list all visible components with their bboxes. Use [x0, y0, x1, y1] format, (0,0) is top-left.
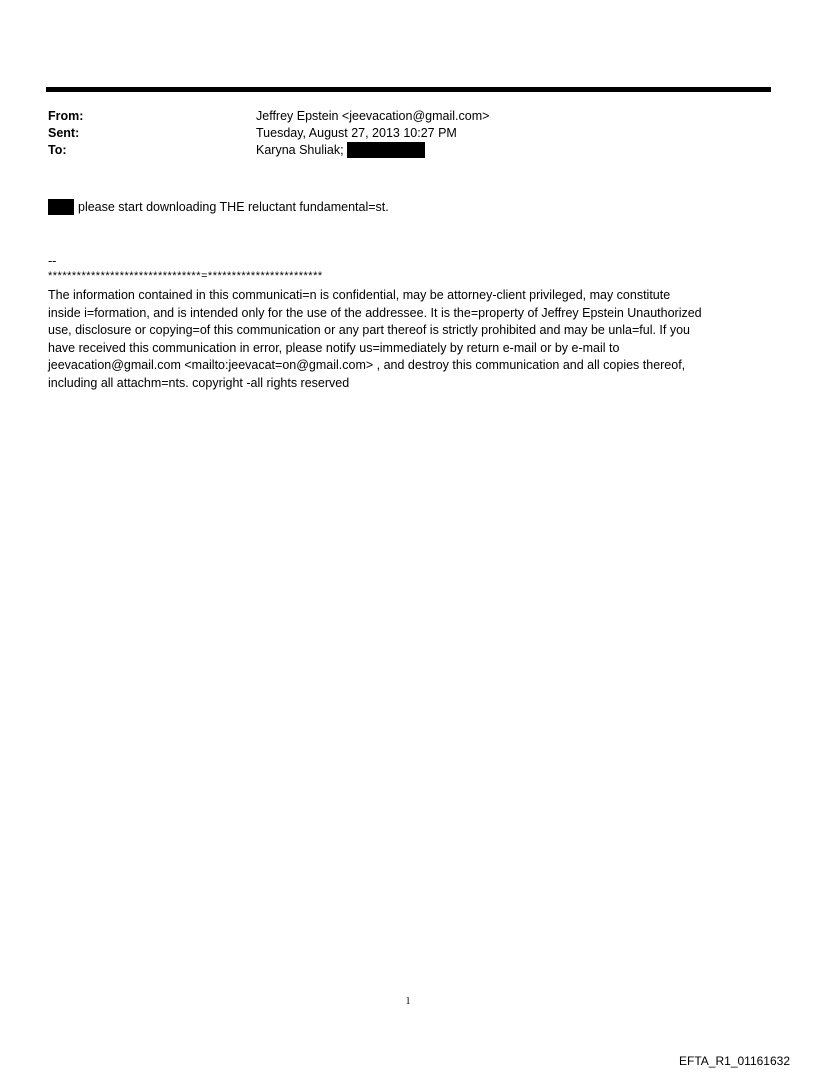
page-number: 1 — [405, 996, 411, 1007]
redaction-box — [48, 199, 74, 215]
redaction-box — [347, 142, 425, 158]
to-value-wrap — [256, 142, 768, 159]
disclaimer-line: The information contained in this communicati=n is confidential, may be attorney-client privileged, may constitute — [48, 288, 671, 302]
from-label: From: — [48, 109, 84, 123]
to-row — [48, 142, 768, 159]
sent-label: Sent: — [48, 126, 80, 140]
disclaimer-line: jeevacation@gmail.com <mailto:jeevacat=on@gmail.com> , and destroy this communication and all copies thereof, — [48, 358, 686, 373]
disclaimer-line: use, disclosure or copying=of this communication or any part thereof is strictly prohibited and may be unla=ful. If you — [48, 323, 690, 338]
confidentiality-disclaimer — [48, 287, 773, 393]
from-row — [48, 108, 768, 125]
disclaimer-line: inside i=formation, and is intended only for the use of the addressee. It is the=property of Jeffrey Epstein Unauthorized — [48, 305, 702, 320]
bates-number: EFTA_R1_01161632 — [679, 1054, 790, 1068]
message-text: please start downloading THE reluctant fundamental=st. — [78, 200, 389, 214]
sent-row — [48, 125, 768, 142]
to-value: Karyna Shuliak; — [256, 143, 344, 157]
disclaimer-line: have received this communication in error, please notify us=immediately by return e-mail or by e-mail to — [48, 340, 620, 355]
signature-stars: ********************************=************************ — [48, 270, 323, 282]
header-divider — [46, 87, 771, 92]
disclaimer-line: including all attachm=nts. copyright -all rights reserved — [48, 375, 350, 390]
from-value: Jeffrey Epstein <jeevacation@gmail.com> — [256, 109, 490, 123]
to-label: To: — [48, 143, 67, 157]
email-header — [48, 108, 768, 159]
signature-separator: -- — [48, 254, 57, 268]
sent-value: Tuesday, August 27, 2013 10:27 PM — [256, 126, 457, 140]
message-body — [48, 199, 389, 216]
